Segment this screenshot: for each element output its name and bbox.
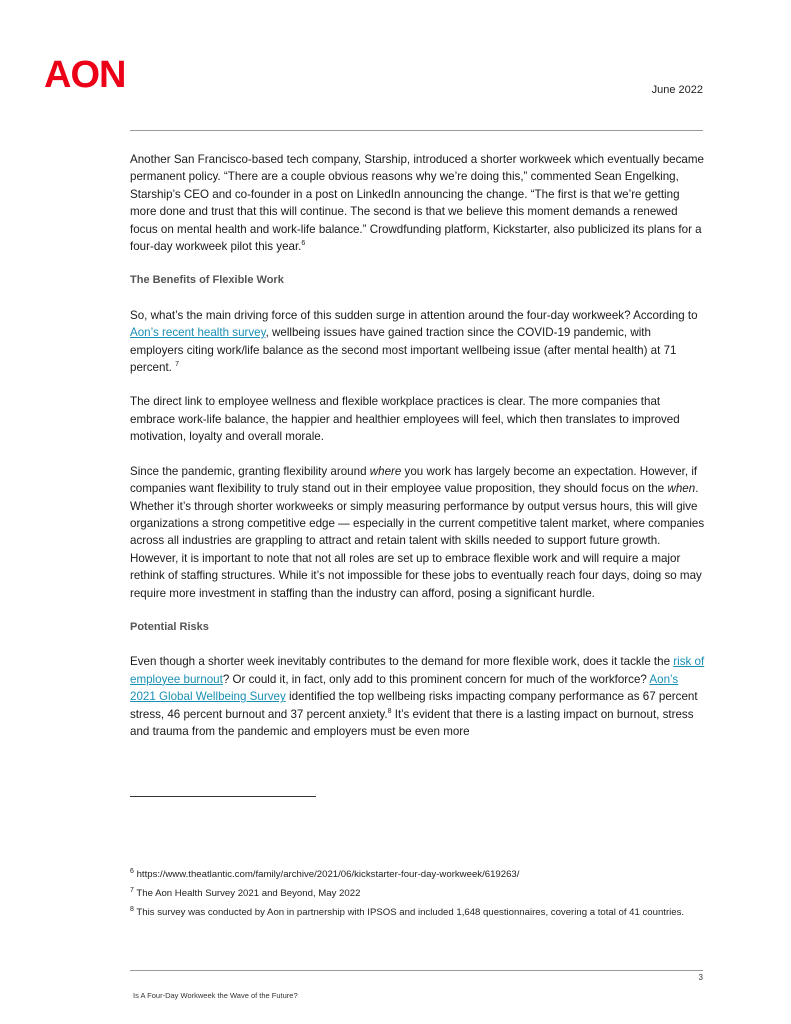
footnote-ref: 8: [387, 707, 392, 715]
section-heading-risks: Potential Risks: [130, 620, 209, 633]
footnotes: [130, 868, 690, 925]
paragraph-starship: Another San Francisco-based tech company, Starship, introduced a shorter workweek which eventually became permanent policy. “There are a couple obvious reasons why we’re doing this,” commented Sean Engelking, Starship’s CEO and co-founder in a post on LinkedIn announcing the change. “The first is that we’re getting more done and trust that this will continue. The second is that we believe this moment demands a renewed focus on mental health and work-life balance.” Crowdfunding platform, Kickstarter, also publicized its plans for a four-day workweek pilot this year.$^6$: [130, 153, 704, 254]
document-date: June 2022: [651, 84, 703, 96]
wellbeing-survey-link[interactable]: Aon’s 2021 Global Wellbeing Survey: [130, 672, 679, 704]
paragraph-driving-force: So, what’s the main driving force of this sudden surge in attention around the four-day workweek? According to Aon’s recent health survey, wellbeing issues have gained traction since the COVID-19 pandemic, with employers citing work/life balance as the second most important wellbeing issue (after mental health) at 71 percent. $^7$: [130, 308, 698, 375]
footnote-7: $^7$ The Aon Health Survey 2021 and Beyond, May 2022: [130, 886, 361, 899]
health-survey-link[interactable]: Aon’s recent health survey: [130, 326, 266, 340]
footnote-ref: 7: [175, 361, 180, 369]
page-number: 3: [698, 973, 703, 982]
footnote-8: $^8$ This survey was conducted by Aon in partnership with IPSOS and included 1,648 questionnaires, covering a total of 41 countries.: [130, 905, 685, 918]
paragraph-burnout: Even though a shorter week inevitably contributes to the demand for more flexible work, does it tackle the risk of employee burnout? Or could it, in fact, only add to this prominent concern for much of the workforce? Aon’s 2021 Global Wellbeing Survey identified the top wellbeing risks impacting company performance as 67 percent stress, 46 percent burnout and 37 percent anxiety.$^8$ It’s evident that there is a lasting impact on burnout, stress and trauma from the pandemic and employers must be even more: [130, 655, 705, 738]
footnote-6: $^6$ https://www.theatlantic.com/family/archive/2021/06/kickstarter-four-day-workweek/619263/: [130, 867, 520, 880]
article-body: [130, 151, 705, 757]
section-heading-benefits: The Benefits of Flexible Work: [130, 274, 284, 287]
footer-title: Is A Four-Day Workweek the Wave of the Future?: [133, 991, 298, 1000]
paragraph-wellness-link: The direct link to employee wellness and flexible workplace practices is clear. The more companies that embrace work-life balance, the happier and healthier employees will feel, which then translates to improved motivation, loyalty and overall morale.: [130, 395, 680, 444]
header-divider: [130, 130, 703, 131]
footnote-divider: [130, 796, 316, 797]
paragraph-flexibility: Since the pandemic, granting flexibility around where you work has largely become an expectation. However, if companies want flexibility to truly stand out in their employee value proposition, they should focus on the when. Whether it’s through shorter workweeks or simply measuring performance by output versus hours, this will give organizations a strong competitive edge — especially in the current competitive talent market, where companies across all industries are grappling to attract and retain talent with skills needed to support future growth. However, it is important to note that not all roles are set up to embrace flexible work and will require a major rethink of staffing structures. While it’s not impossible for these jobs to eventually reach four days, doing so may require more investment in staffing than the industry can afford, posing a significant hurdle.: [130, 464, 705, 600]
burnout-risk-link[interactable]: risk of employee burnout: [130, 655, 705, 686]
aon-logo: AON: [44, 54, 126, 96]
footnote-ref: 6: [301, 240, 306, 248]
footer-divider: [130, 970, 703, 971]
